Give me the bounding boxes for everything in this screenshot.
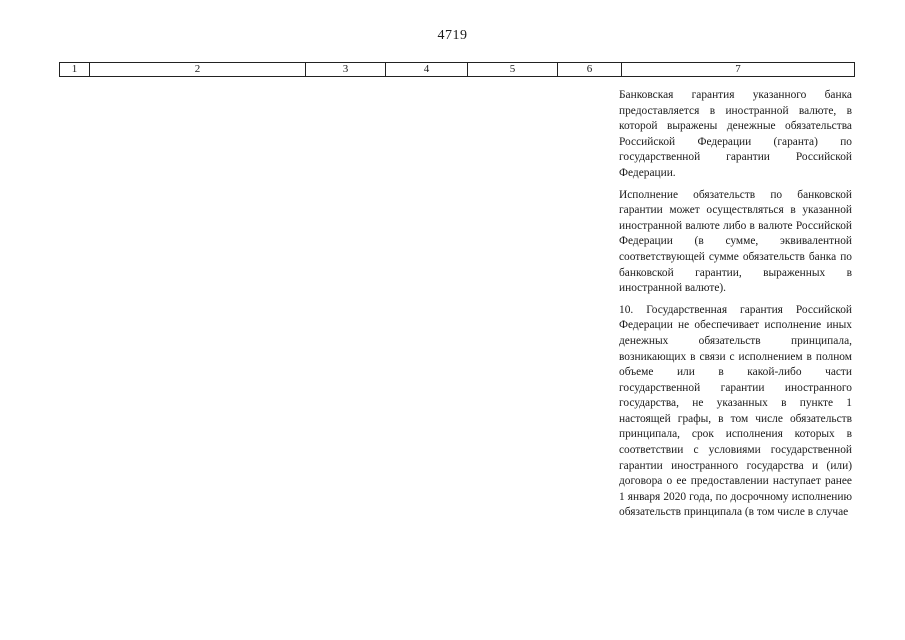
column-number-header-row <box>59 62 855 77</box>
paragraph-guarantee-execution: Исполнение обязательств по банковской гарантии может осуществляться в указанной иностранной валюте либо в валюте Российской Федерации (в сумме, эквивалентной соответствующей сумме обязательств банка по банковской гарантии, выраженных в иностранной валюте). <box>619 188 852 295</box>
column-7-text <box>619 88 852 527</box>
column-number-5: 5 <box>468 63 558 77</box>
paragraph-bank-guarantee-currency: Банковская гарантия указанного банка предоставляется в иностранной валюте, в которой выражены денежные обязательства Российской Федерации (гаранта) по государственной гарантии Российской Федерации. <box>619 89 852 179</box>
column-number-3: 3 <box>306 63 386 77</box>
column-number-7: 7 <box>622 63 855 77</box>
column-number-2: 2 <box>90 63 306 77</box>
paragraph-item-10: 10. Государственная гарантия Российской Федерации не обеспечивает исполнение иных денежных обязательств принципала, возникающих в связи с исполнением в полном объеме или в какой-либо части государственной гарантии иностранного государства, не указанных в пункте 1 настоящей графы, в том числе обязательств принципала, срок исполнения которых в соответствии с условиями государственной гарантии иностранного государства и (или) договора о ее предоставлении наступает ранее 1 января 2020 года, по досрочному исполнению обязательств принципала (в том числе в случае <box>619 303 852 519</box>
column-number-6: 6 <box>558 63 622 77</box>
page-number: 4719 <box>437 28 468 43</box>
column-number-1: 1 <box>60 63 90 77</box>
column-number-4: 4 <box>386 63 468 77</box>
